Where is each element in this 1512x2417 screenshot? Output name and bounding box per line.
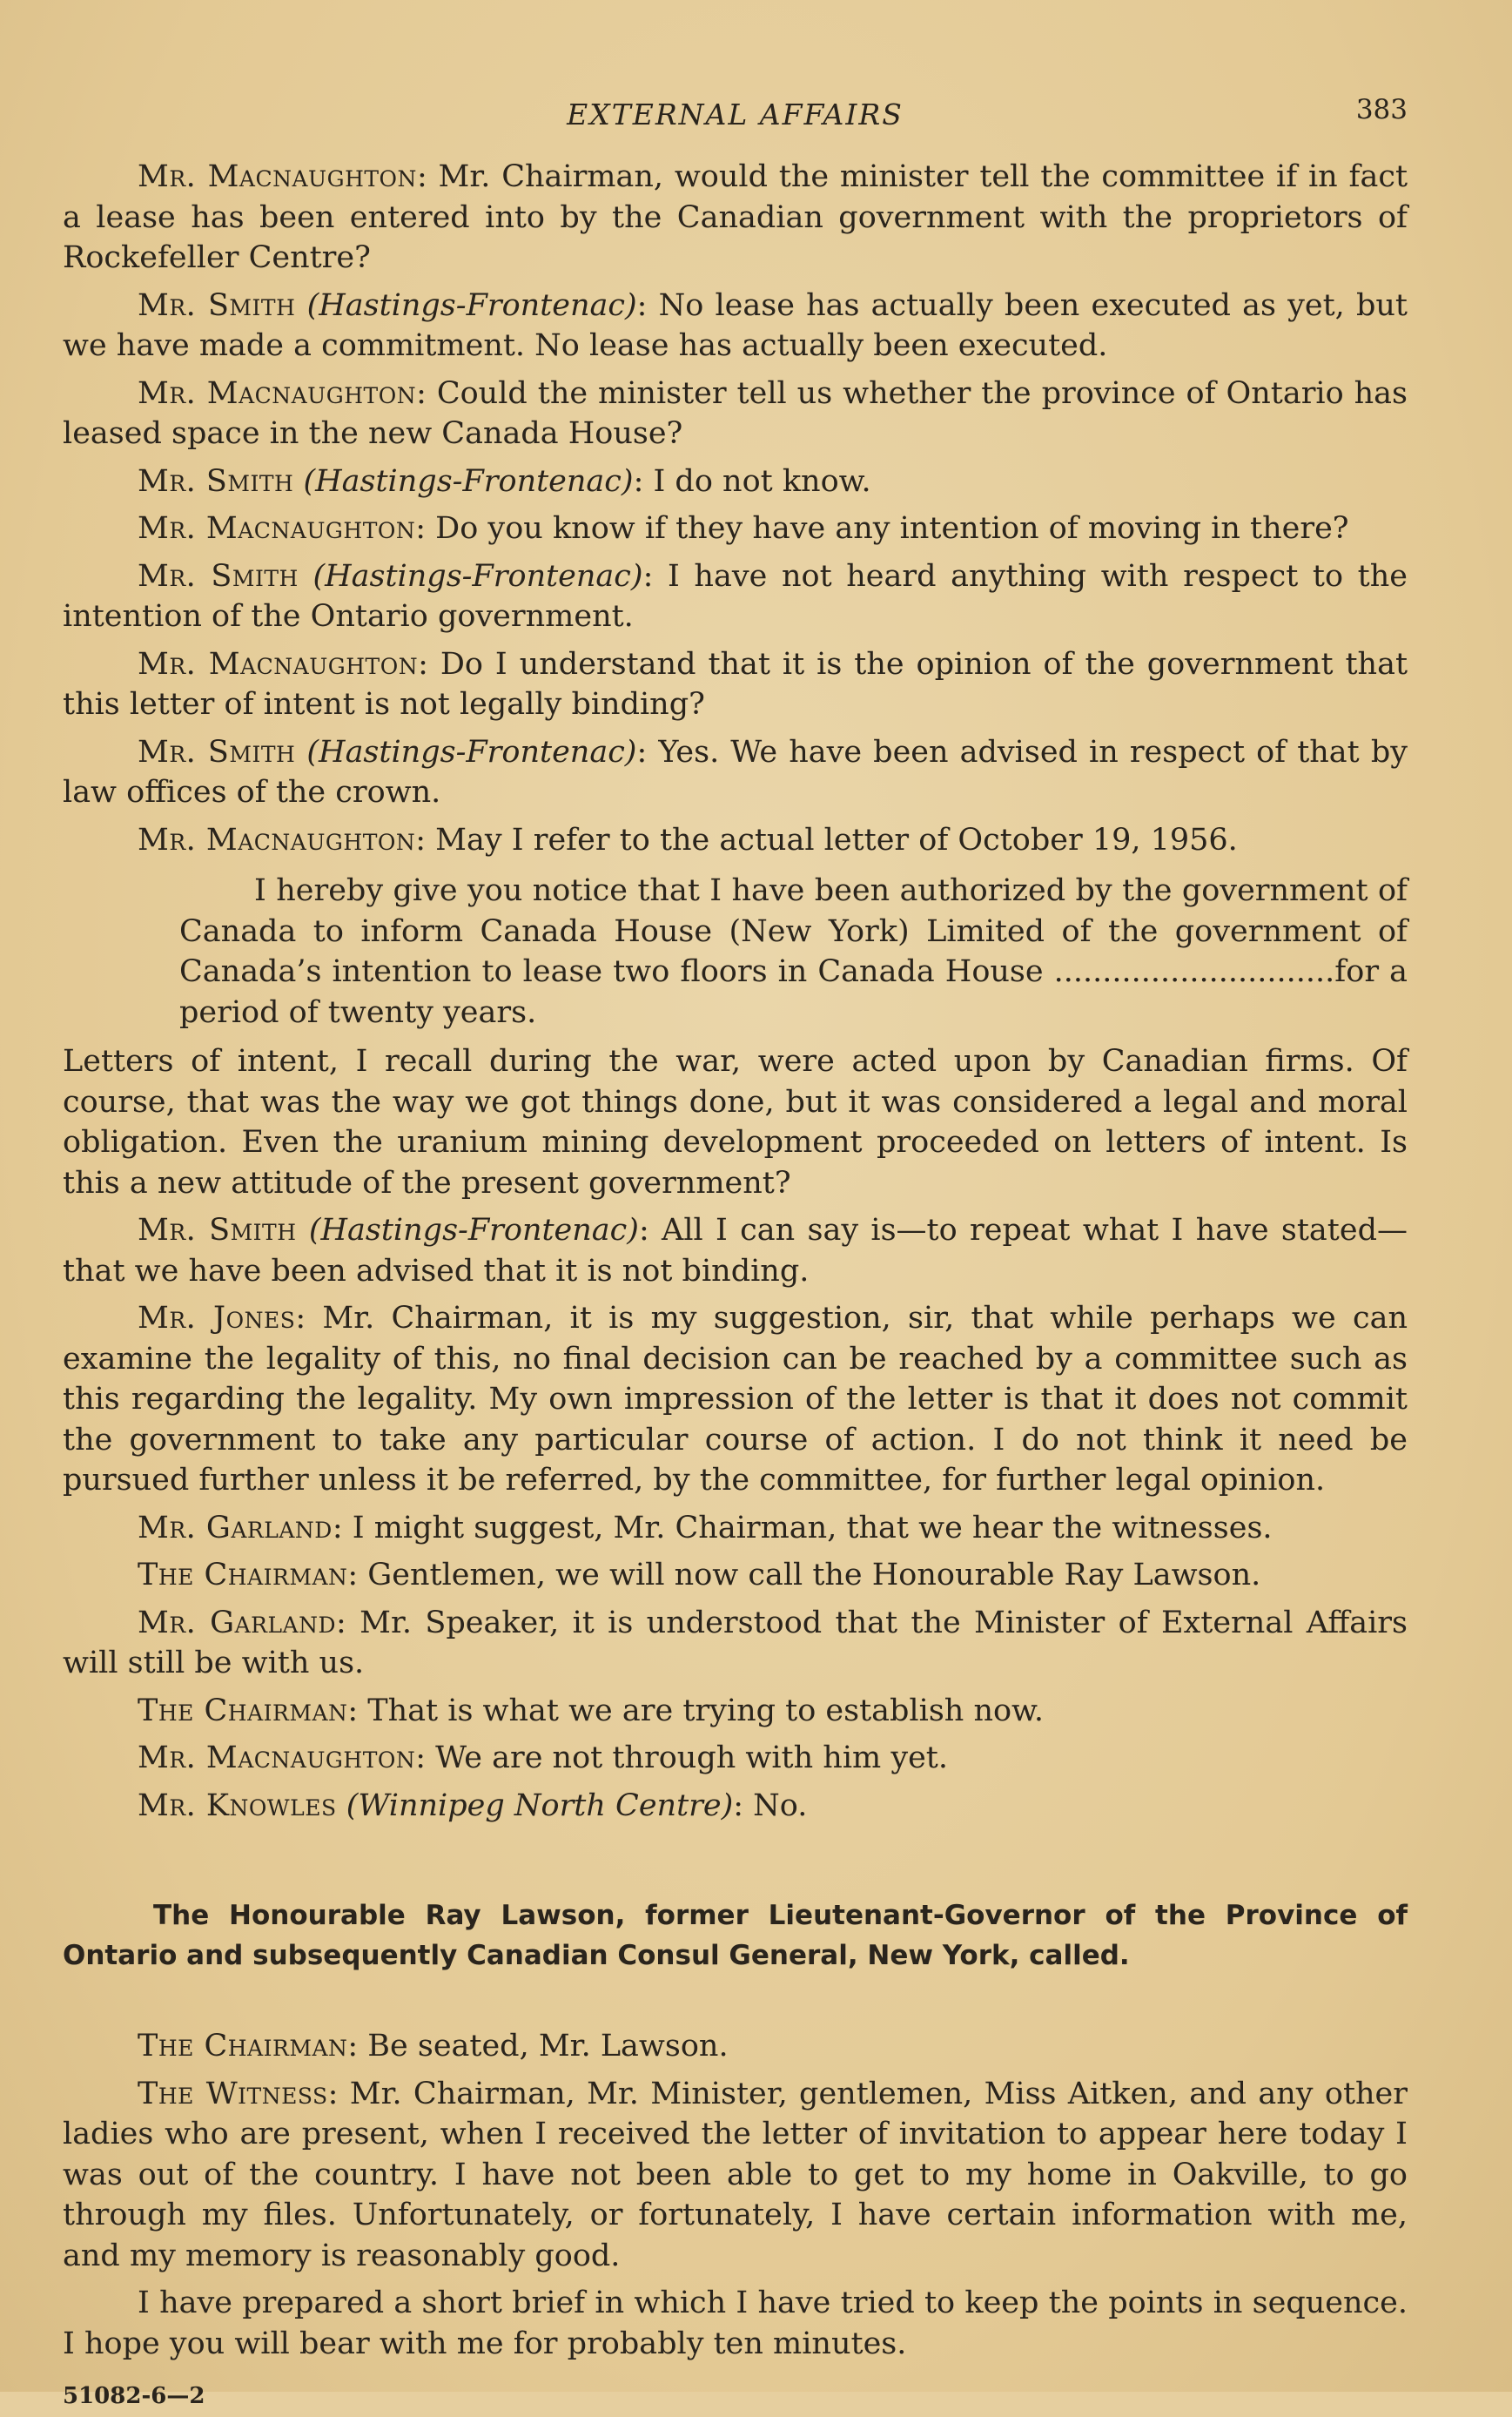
speech-text: : May I refer to the actual letter of October 19, 1956. [415, 822, 1238, 858]
speech-text: : Could the minister tell us whether the province of Ontario has leased space in the new Canada House? [63, 375, 1408, 451]
speech-paragraph [63, 1691, 1408, 1732]
speech-paragraph [63, 286, 1408, 367]
speech-paragraph [63, 556, 1408, 637]
speaker-name: Mr. Macnaughton [138, 646, 419, 682]
speaker-name: Mr. Jones [138, 1301, 296, 1336]
speech-text: : Mr. Chairman, Mr. Minister, gentlemen, Miss Aitken, and any other ladies who are present, when I received the letter of invitation to appear here today I was out of the country. I have not been able to get to my home in Oakville, to go through my files. Unfortunately, or fortunately, I have certain information with me, and my memory is reasonably good. [63, 2076, 1408, 2273]
speech-paragraph [63, 1786, 1408, 1827]
speech-paragraph [63, 461, 1408, 502]
continuation-paragraph: Letters of intent, I recall during the war, were acted upon by Canadian firms. Of course, that was the way we got things done, but it was considered a legal and moral obligation. Even the uranium mining development proceeded on letters of intent. Is this a new attitude of the present government? [63, 1044, 1408, 1201]
speech-text: : Mr. Chairman, it is my suggestion, sir, that while perhaps we can examine the legality of this, no final decision can be reached by a committee such as this regarding the legality. My own impression of the letter is that it does not commit the government to take any particular course of action. I do not think it need be pursued further unless it be referred, by the committee, for further legal opinion. [63, 1301, 1408, 1498]
speaker-name: Mr. Macnaughton [138, 822, 416, 858]
speaker-riding: (Hastings-Frontenac) [306, 734, 637, 770]
speaker-name: The Chairman [138, 2029, 348, 2064]
speaker-name: Mr. Garland [138, 1605, 337, 1640]
transcript-block-2 [63, 1210, 1408, 1826]
speech-text: : Do I understand that it is the opinion of the government that this letter of intent is not legally binding? [63, 646, 1408, 722]
speech-paragraph [63, 1508, 1408, 1549]
speech-text: : No lease has actually been executed as yet, but we have made a commitment. No lease has actually been executed. [63, 287, 1408, 363]
speaker-name: Mr. Smith [138, 287, 296, 323]
speaker-name: Mr. Garland [138, 1510, 333, 1545]
speaker-riding: (Hastings-Frontenac) [308, 1213, 639, 1248]
speaker-name: The Witness [138, 2076, 328, 2111]
speaker-name: The Chairman [138, 1558, 348, 1592]
speech-paragraph [63, 820, 1408, 861]
speech-paragraph [63, 374, 1408, 454]
speech-text: : Do you know if they have any intention of moving in there? [415, 511, 1349, 546]
speech-text: : Yes. We have been advised in respect of that by law offices of the crown. [63, 734, 1408, 810]
speaker-name: Mr. Macnaughton [138, 159, 417, 194]
printer-signature: 51082-6—2 [63, 2383, 205, 2409]
speech-text: : Be seated, Mr. Lawson. [347, 2029, 729, 2064]
speech-text: : I have not heard anything with respect to the intention of the Ontario government. [63, 558, 1408, 634]
speech-text: : I do not know. [633, 463, 871, 499]
speaker-riding: (Hastings-Frontenac) [303, 463, 634, 499]
document-body [63, 157, 1408, 2417]
transcript-block-1 [63, 157, 1408, 860]
speaker-riding: (Hastings-Frontenac) [312, 558, 643, 594]
speaker-riding: (Hastings-Frontenac) [306, 287, 637, 323]
speech-paragraph [63, 508, 1408, 549]
speech-paragraph [63, 732, 1408, 813]
speech-text: : That is what we are trying to establish now. [347, 1693, 1044, 1728]
speaker-name: Mr. Macnaughton [138, 1740, 416, 1775]
speech-paragraph [63, 157, 1408, 279]
speech-text: : Gentlemen, we will now call the Honourable Ray Lawson. [347, 1558, 1261, 1592]
transcript-block-3 [63, 2026, 1408, 2364]
speech-text: I have prepared a short brief in which I have tried to keep the points in sequence. I hope you will bear with me for probably ten minutes. [63, 2286, 1408, 2361]
speech-text: : No. [733, 1788, 808, 1823]
speech-paragraph [63, 644, 1408, 725]
running-title: EXTERNAL AFFAIRS [567, 98, 904, 131]
speech-paragraph [63, 1555, 1408, 1596]
speaker-name: Mr. Macnaughton [138, 511, 416, 546]
speaker-name: The Chairman [138, 1693, 348, 1728]
speaker-riding: (Winnipeg North Centre) [346, 1788, 734, 1823]
speech-text: : We are not through with him yet. [415, 1740, 948, 1775]
speaker-name: Mr. Smith [138, 1213, 297, 1248]
speech-text: : All I can say is—to repeat what I have stated—that we have been advised that it is not binding. [63, 1213, 1408, 1289]
page-number: 383 [1355, 94, 1408, 125]
quoted-letter: I hereby give you notice that I have been authorized by the government of Canada to inform Canada House (New York) Limited of the government of Canada’s intention to lease two floors in Canada House .............................for a period of twenty years. [179, 873, 1408, 1030]
speech-paragraph [63, 1298, 1408, 1501]
speaker-name: Mr. Smith [138, 558, 299, 594]
speech-paragraph [63, 2026, 1408, 2067]
speech-text: : I might suggest, Mr. Chairman, that we hear the witnesses. [332, 1510, 1273, 1545]
speaker-name: Mr. Smith [138, 734, 296, 770]
speech-paragraph [63, 2283, 1408, 2364]
speech-paragraph [63, 1210, 1408, 1291]
witness-heading: The Honourable Ray Lawson, former Lieutenant-Governor of the Province of Ontario and subsequently Canadian Consul General, New York, called. [63, 1900, 1408, 1971]
speech-text: : Mr. Chairman, would the minister tell the committee if in fact a lease has been entered into by the Canadian government with the proprietors of Rockefeller Centre? [63, 159, 1408, 275]
speech-paragraph [63, 2074, 1408, 2277]
speech-text: : Mr. Speaker, it is understood that the Minister of External Affairs will still be with us. [63, 1605, 1408, 1680]
speaker-name: Mr. Knowles [138, 1788, 337, 1823]
speaker-name: Mr. Macnaughton [138, 375, 417, 411]
running-header [63, 87, 1408, 157]
speaker-name: Mr. Smith [138, 463, 294, 499]
speech-paragraph [63, 1738, 1408, 1779]
speech-paragraph [63, 1603, 1408, 1684]
